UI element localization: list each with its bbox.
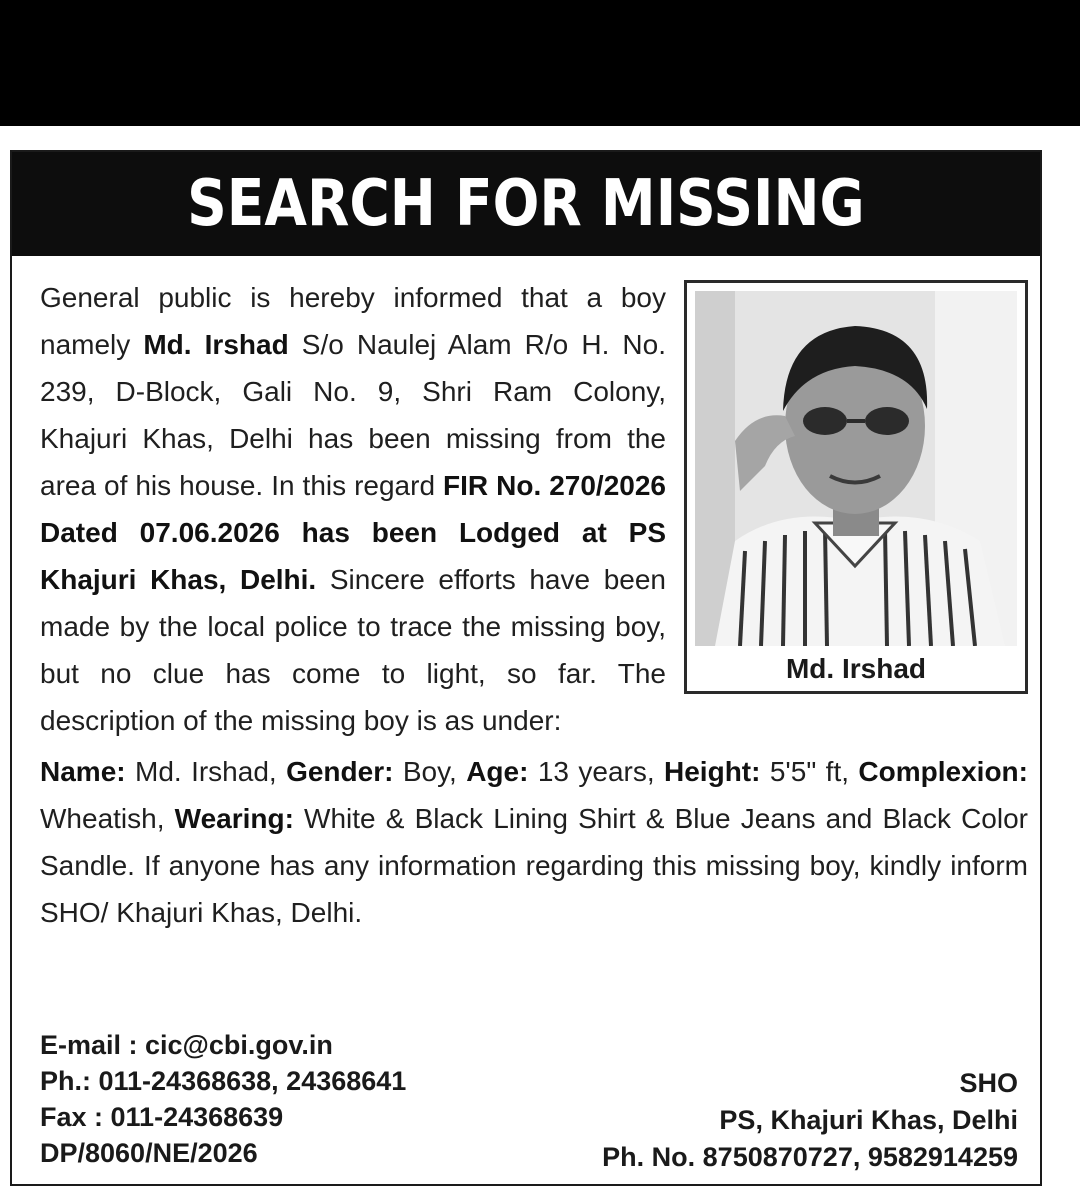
notice-banner	[12, 152, 1040, 256]
reference-number: DP/8060/NE/2026	[40, 1138, 258, 1168]
missing-person-name: Md. Irshad	[143, 329, 289, 360]
name-value: Md. Irshad,	[125, 756, 287, 787]
police-station: PS, Khajuri Khas, Delhi	[719, 1105, 1018, 1135]
wearing-label: Wearing:	[174, 803, 294, 834]
height-label: Height:	[664, 756, 761, 787]
contact-fax: Fax : 011-24368639	[40, 1102, 284, 1132]
contact-block	[40, 1027, 406, 1171]
missing-person-photo	[695, 291, 1017, 646]
top-black-bar	[0, 0, 1080, 126]
para-intro: General public is hereby informed that a boy namely	[40, 282, 666, 360]
signatory-role: SHO	[959, 1068, 1018, 1098]
gender-label: Gender:	[286, 756, 394, 787]
name-label: Name:	[40, 756, 126, 787]
fir-details: FIR No. 270/2026 Dated 07.06.2026 has been Lodged at PS Khajuri Khas, Delhi.	[40, 470, 666, 595]
age-value: 13 years,	[528, 756, 665, 787]
age-label: Age:	[466, 756, 529, 787]
notice-body	[40, 274, 1028, 936]
wearing-value: White & Black Lining Shirt & Blue Jeans and Black Color Sandle. If anyone has any information regarding this missing boy, kindly inform SHO/ Khajuri Khas, Delhi.	[40, 803, 1028, 928]
contact-email: E-mail : cic@cbi.gov.in	[40, 1030, 333, 1060]
complexion-value: Wheatish,	[40, 803, 175, 834]
height-value: 5'5" ft,	[760, 756, 859, 787]
photo-caption: Md. Irshad	[785, 653, 926, 684]
photo-frame	[684, 280, 1028, 694]
description-paragraph	[40, 748, 1028, 936]
notice-title: SEARCH FOR MISSING	[187, 167, 865, 241]
gender-value: Boy,	[393, 756, 467, 787]
photo-illustration	[695, 291, 1017, 646]
signature-block	[602, 1065, 1018, 1176]
para-address: S/o Naulej Alam R/o H. No. 239, D-Block, Gali No. 9, Shri Ram Colony, Khajuri Khas, Delhi has been missing from the area of his house. In this regard	[40, 329, 667, 501]
station-phone: Ph. No. 8750870727, 9582914259	[602, 1142, 1018, 1172]
contact-phone: Ph.: 011-24368638, 24368641	[40, 1066, 407, 1096]
complexion-label: Complexion:	[858, 756, 1028, 787]
para-efforts: Sincere efforts have been made by the local police to trace the missing boy, but no clue has come to light, so far. The description of the missing boy is as under:	[40, 564, 666, 736]
missing-notice	[10, 150, 1042, 1186]
